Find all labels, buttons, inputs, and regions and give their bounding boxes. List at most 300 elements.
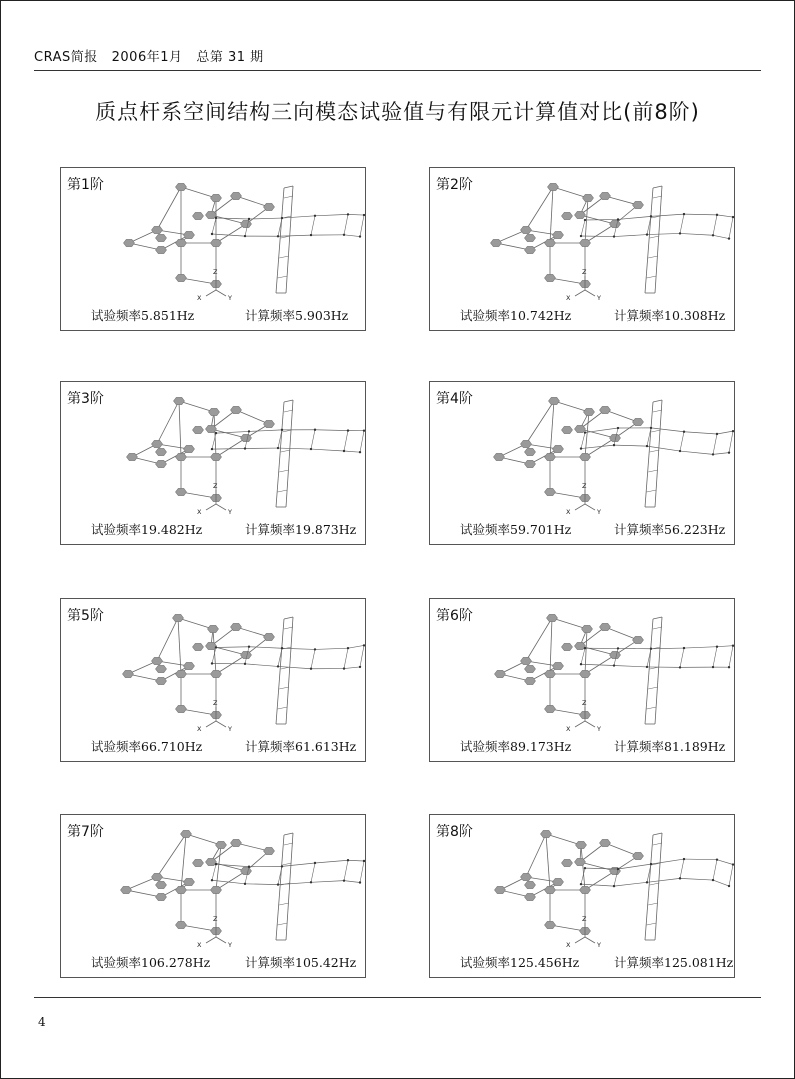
fe-beam xyxy=(216,864,249,867)
fe-brace xyxy=(282,430,291,432)
sensor-node xyxy=(521,226,532,233)
test-member xyxy=(181,187,216,198)
fe-beam xyxy=(311,649,315,668)
fe-beam xyxy=(360,431,364,453)
fe-brace xyxy=(278,923,288,925)
sensor-node xyxy=(491,239,502,246)
sensor-node xyxy=(241,867,252,874)
sensor-node xyxy=(176,886,187,893)
sensor-node xyxy=(600,406,611,413)
sensor-node xyxy=(241,220,252,227)
triad-y-axis xyxy=(585,721,595,727)
fe-beam xyxy=(680,214,684,233)
fe-node xyxy=(248,646,250,648)
sensor-node xyxy=(152,873,163,880)
fe-brace xyxy=(278,276,288,278)
sensor-node xyxy=(156,234,167,241)
sensor-node xyxy=(152,657,163,664)
fe-node xyxy=(211,879,213,881)
fe-node xyxy=(580,235,582,237)
sensor-node xyxy=(121,886,132,893)
sensor-node xyxy=(525,677,536,684)
sensor-node xyxy=(633,852,644,859)
fe-brace xyxy=(648,687,658,689)
triad-label-x: X xyxy=(197,508,202,516)
fe-brace xyxy=(650,236,659,238)
sensor-node xyxy=(156,665,167,672)
triad-x-axis xyxy=(206,721,216,727)
fe-node xyxy=(712,234,714,236)
triad-label-x: X xyxy=(197,725,202,733)
running-header: CRAS简报 2006年1月 总第 31 期 xyxy=(34,50,264,65)
fe-beam xyxy=(647,233,680,234)
fe-beam xyxy=(245,664,278,667)
sensor-node xyxy=(173,614,184,621)
sensor-node xyxy=(576,841,587,848)
fe-mast xyxy=(655,400,662,507)
fe-node xyxy=(716,433,718,435)
fe-node xyxy=(613,235,615,237)
fe-beam xyxy=(311,430,315,449)
fe-node xyxy=(310,234,312,236)
sensor-node xyxy=(241,651,252,658)
mode-order-label: 第6阶 xyxy=(436,608,473,624)
fe-node xyxy=(584,431,586,433)
fe-node xyxy=(359,666,361,668)
test-member xyxy=(181,925,216,931)
test-frequency: 试验频率125.456Hz xyxy=(460,955,580,970)
fe-node xyxy=(248,218,250,220)
fe-node xyxy=(728,666,730,668)
fe-node xyxy=(343,879,345,881)
sensor-node xyxy=(545,670,556,677)
test-member xyxy=(605,196,638,205)
fe-brace xyxy=(651,430,660,432)
sensor-node xyxy=(176,274,187,281)
fe-node xyxy=(646,233,648,235)
test-member xyxy=(236,196,269,207)
fe-beam xyxy=(729,431,733,453)
sensor-node xyxy=(553,231,564,238)
test-member xyxy=(157,401,179,444)
fe-brace xyxy=(279,470,289,472)
test-frequency: 试验频率5.851Hz xyxy=(91,308,195,323)
triad-y-axis xyxy=(216,721,226,727)
fe-node xyxy=(363,644,365,646)
fe-beam xyxy=(581,220,585,236)
sensor-node xyxy=(521,440,532,447)
fe-brace xyxy=(278,490,288,492)
sensor-node xyxy=(580,239,591,246)
sensor-node xyxy=(193,426,204,433)
test-member xyxy=(546,834,550,890)
fe-beam xyxy=(713,434,717,454)
mode-order-label: 第3阶 xyxy=(67,391,104,407)
triad-y-axis xyxy=(585,504,595,510)
sensor-node xyxy=(193,643,204,650)
calc-frequency: 计算频率19.873Hz xyxy=(245,522,357,537)
fe-node xyxy=(310,668,312,670)
fe-node xyxy=(347,213,349,215)
test-member xyxy=(554,401,589,412)
fe-beam xyxy=(311,216,315,235)
sensor-node xyxy=(584,408,595,415)
sensor-node xyxy=(156,448,167,455)
sensor-node xyxy=(545,921,556,928)
fe-node xyxy=(244,883,246,885)
sensor-node xyxy=(600,192,611,199)
sensor-node xyxy=(521,657,532,664)
test-member xyxy=(216,438,246,457)
fe-beam xyxy=(315,430,348,431)
fe-node xyxy=(613,444,615,446)
fe-node xyxy=(716,214,718,216)
triad-label-x: X xyxy=(566,294,571,302)
fe-brace xyxy=(653,627,662,629)
sensor-node xyxy=(193,859,204,866)
sensor-node xyxy=(152,226,163,233)
sensor-node xyxy=(176,183,187,190)
sensor-node xyxy=(549,397,560,404)
page-number: 4 xyxy=(38,1015,46,1029)
fe-node xyxy=(683,213,685,215)
mode-panel-8 xyxy=(429,814,735,978)
fe-beam xyxy=(344,860,348,880)
fe-node xyxy=(683,858,685,860)
fe-beam xyxy=(647,878,680,882)
sensor-node xyxy=(545,705,556,712)
sensor-node xyxy=(211,194,222,201)
fe-node xyxy=(215,217,217,219)
fe-beam xyxy=(729,646,733,668)
fe-node xyxy=(310,448,312,450)
fe-node xyxy=(215,432,217,434)
triad-label-y: Y xyxy=(597,941,601,949)
triad-x-axis xyxy=(575,290,585,296)
fe-node xyxy=(732,430,734,432)
fe-brace xyxy=(284,196,293,198)
fe-beam xyxy=(360,861,364,883)
sensor-node xyxy=(156,460,167,467)
sensor-node xyxy=(184,231,195,238)
fe-mast xyxy=(284,617,293,619)
fe-brace xyxy=(282,863,291,865)
sensor-node xyxy=(211,670,222,677)
sensor-node xyxy=(580,886,591,893)
mode-order-label: 第1阶 xyxy=(67,177,104,193)
sensor-node xyxy=(156,893,167,900)
fe-node xyxy=(314,862,316,864)
sensor-node xyxy=(184,445,195,452)
sensor-node xyxy=(206,211,217,218)
calc-frequency: 计算频率10.308Hz xyxy=(614,308,726,323)
test-member xyxy=(186,834,221,845)
fe-node xyxy=(732,216,734,218)
fe-beam xyxy=(684,859,717,860)
fe-beam xyxy=(713,235,729,238)
fe-beam xyxy=(249,647,282,649)
sensor-node xyxy=(600,623,611,630)
fe-beam xyxy=(344,648,348,668)
sensor-node xyxy=(525,246,536,253)
fe-node xyxy=(580,663,582,665)
mode-order-label: 第4阶 xyxy=(436,391,473,407)
sensor-node xyxy=(575,211,586,218)
fe-node xyxy=(347,859,349,861)
test-member xyxy=(550,278,585,284)
fe-brace xyxy=(647,923,657,925)
mode-order-label: 第8阶 xyxy=(436,824,473,840)
fe-beam xyxy=(647,446,680,451)
fe-node xyxy=(281,217,283,219)
test-member xyxy=(236,627,269,637)
test-frequency: 试验频率89.173Hz xyxy=(460,739,572,754)
sensor-node xyxy=(580,453,591,460)
sensor-node xyxy=(562,643,573,650)
fe-beam xyxy=(278,866,282,884)
fe-beam xyxy=(212,218,216,234)
fe-node xyxy=(728,237,730,239)
fe-mast xyxy=(286,186,293,293)
fe-beam xyxy=(717,431,733,434)
calc-frequency: 计算频率105.42Hz xyxy=(245,955,357,970)
fe-node xyxy=(343,450,345,452)
test-member xyxy=(157,834,186,877)
sensor-node xyxy=(580,670,591,677)
sensor-node xyxy=(216,841,227,848)
fe-node xyxy=(617,868,619,870)
fe-node xyxy=(712,666,714,668)
sensor-node xyxy=(525,234,536,241)
sensor-node xyxy=(176,705,187,712)
sensor-node xyxy=(600,839,611,846)
sensor-node xyxy=(241,434,252,441)
test-member xyxy=(157,618,178,661)
fe-node xyxy=(248,866,250,868)
test-member xyxy=(605,627,638,640)
fe-node xyxy=(211,448,213,450)
sensor-node xyxy=(231,192,242,199)
fe-brace xyxy=(284,843,293,845)
fe-node xyxy=(244,447,246,449)
fe-beam xyxy=(245,884,278,885)
sensor-node xyxy=(547,614,558,621)
sensor-node xyxy=(633,418,644,425)
fe-mast xyxy=(286,400,293,507)
fe-node xyxy=(650,427,652,429)
mode-panel-4 xyxy=(429,381,735,545)
fe-node xyxy=(363,429,365,431)
fe-node xyxy=(613,664,615,666)
fe-beam xyxy=(282,863,315,866)
fe-node xyxy=(650,863,652,865)
test-member xyxy=(546,834,581,845)
fe-node xyxy=(347,647,349,649)
fe-beam xyxy=(212,449,245,450)
triad-x-axis xyxy=(575,937,585,943)
fe-beam xyxy=(717,646,733,647)
triad-x-axis xyxy=(206,937,216,943)
fe-beam xyxy=(614,445,647,446)
fe-beam xyxy=(684,214,717,215)
fe-node xyxy=(314,648,316,650)
fe-beam xyxy=(618,864,651,869)
sensor-node xyxy=(494,453,505,460)
sensor-node xyxy=(575,858,586,865)
triad-x-axis xyxy=(206,504,216,510)
fe-beam xyxy=(581,648,585,664)
fe-node xyxy=(716,858,718,860)
fe-node xyxy=(277,665,279,667)
fe-mast xyxy=(655,617,662,724)
fe-node xyxy=(584,867,586,869)
triad-label-y: Y xyxy=(228,294,232,302)
triad-label-y: Y xyxy=(597,508,601,516)
calc-frequency: 计算频率81.189Hz xyxy=(614,739,726,754)
triad-y-axis xyxy=(216,937,226,943)
fe-beam xyxy=(729,865,733,887)
fe-node xyxy=(281,647,283,649)
fe-brace xyxy=(648,470,658,472)
sensor-node xyxy=(525,448,536,455)
fe-node xyxy=(580,447,582,449)
triad-label-y: Y xyxy=(228,941,232,949)
fe-node xyxy=(679,877,681,879)
header-rule xyxy=(34,70,761,71)
footer-rule xyxy=(34,997,761,998)
fe-node xyxy=(248,430,250,432)
sensor-node xyxy=(521,873,532,880)
fe-node xyxy=(363,214,365,216)
fe-beam xyxy=(585,428,618,433)
fe-brace xyxy=(650,883,659,885)
test-member xyxy=(526,401,554,444)
fe-brace xyxy=(647,707,657,709)
fe-mast xyxy=(286,617,293,724)
sensor-node xyxy=(525,881,536,888)
test-member xyxy=(181,709,216,715)
fe-mast xyxy=(284,400,293,402)
fe-mast xyxy=(653,186,662,188)
fe-brace xyxy=(279,687,289,689)
sensor-node xyxy=(264,847,275,854)
sensor-node xyxy=(495,670,506,677)
sensor-node xyxy=(525,893,536,900)
sensor-node xyxy=(152,440,163,447)
fe-beam xyxy=(212,864,216,880)
test-member xyxy=(550,618,552,674)
triad-label-z: Z xyxy=(582,268,587,276)
triad-label-y: Y xyxy=(597,294,601,302)
fe-node xyxy=(679,450,681,452)
triad-y-axis xyxy=(216,290,226,296)
fe-beam xyxy=(348,645,364,648)
fe-brace xyxy=(279,256,289,258)
fe-beam xyxy=(680,648,684,667)
triad-label-z: Z xyxy=(582,482,587,490)
mode-shape-figure xyxy=(430,815,736,955)
triad-label-y: Y xyxy=(597,725,601,733)
test-frequency: 试验频率59.701Hz xyxy=(460,522,572,537)
sensor-node xyxy=(553,662,564,669)
mode-panel-3 xyxy=(60,381,366,545)
fe-brace xyxy=(281,450,290,452)
sensor-node xyxy=(206,425,217,432)
fe-brace xyxy=(653,196,662,198)
fe-node xyxy=(646,445,648,447)
fe-beam xyxy=(680,432,684,451)
test-member xyxy=(585,871,615,890)
fe-node xyxy=(716,646,718,648)
triad-y-axis xyxy=(585,937,595,943)
sensor-node xyxy=(156,881,167,888)
fe-beam xyxy=(680,233,713,235)
test-member xyxy=(580,862,615,871)
sensor-node xyxy=(193,212,204,219)
mode-shape-figure xyxy=(61,599,367,739)
fe-node xyxy=(712,879,714,881)
fe-beam xyxy=(581,664,614,665)
sensor-node xyxy=(176,453,187,460)
fe-node xyxy=(211,662,213,664)
fe-brace xyxy=(650,450,659,452)
triad-label-x: X xyxy=(197,294,202,302)
fe-beam xyxy=(614,235,647,237)
fe-node xyxy=(617,647,619,649)
sensor-node xyxy=(176,921,187,928)
test-member xyxy=(178,618,181,674)
mode-order-label: 第2阶 xyxy=(436,177,473,193)
mode-order-label: 第7阶 xyxy=(67,824,104,840)
sensor-node xyxy=(562,426,573,433)
sensor-node xyxy=(548,183,559,190)
fe-node xyxy=(683,647,685,649)
fe-node xyxy=(646,881,648,883)
fe-mast xyxy=(653,617,662,619)
triad-label-x: X xyxy=(566,725,571,733)
fe-node xyxy=(617,427,619,429)
sensor-node xyxy=(525,665,536,672)
fe-beam xyxy=(311,863,315,882)
sensor-node xyxy=(610,220,621,227)
test-frequency: 试验频率19.482Hz xyxy=(91,522,203,537)
fe-beam xyxy=(614,882,647,886)
test-member xyxy=(126,877,157,890)
fe-beam xyxy=(680,451,713,454)
triad-label-y: Y xyxy=(228,508,232,516)
sensor-node xyxy=(545,453,556,460)
sensor-node xyxy=(545,274,556,281)
fe-brace xyxy=(653,843,662,845)
sensor-node xyxy=(575,425,586,432)
sensor-node xyxy=(545,488,556,495)
fe-node xyxy=(683,431,685,433)
mode-panel-2 xyxy=(429,167,735,331)
fe-beam xyxy=(717,860,733,865)
fe-beam xyxy=(344,451,360,452)
fe-node xyxy=(732,863,734,865)
sensor-node xyxy=(124,239,135,246)
fe-beam xyxy=(348,860,364,861)
triad-label-z: Z xyxy=(582,699,587,707)
fe-beam xyxy=(713,647,717,667)
mode-shape-figure xyxy=(61,382,367,522)
page-title: 质点杆系空间结构三向模态试验值与有限元计算值对比(前8阶) xyxy=(95,100,700,124)
fe-beam xyxy=(344,235,360,237)
test-member xyxy=(585,629,587,674)
test-member xyxy=(526,834,546,877)
sensor-node xyxy=(545,239,556,246)
